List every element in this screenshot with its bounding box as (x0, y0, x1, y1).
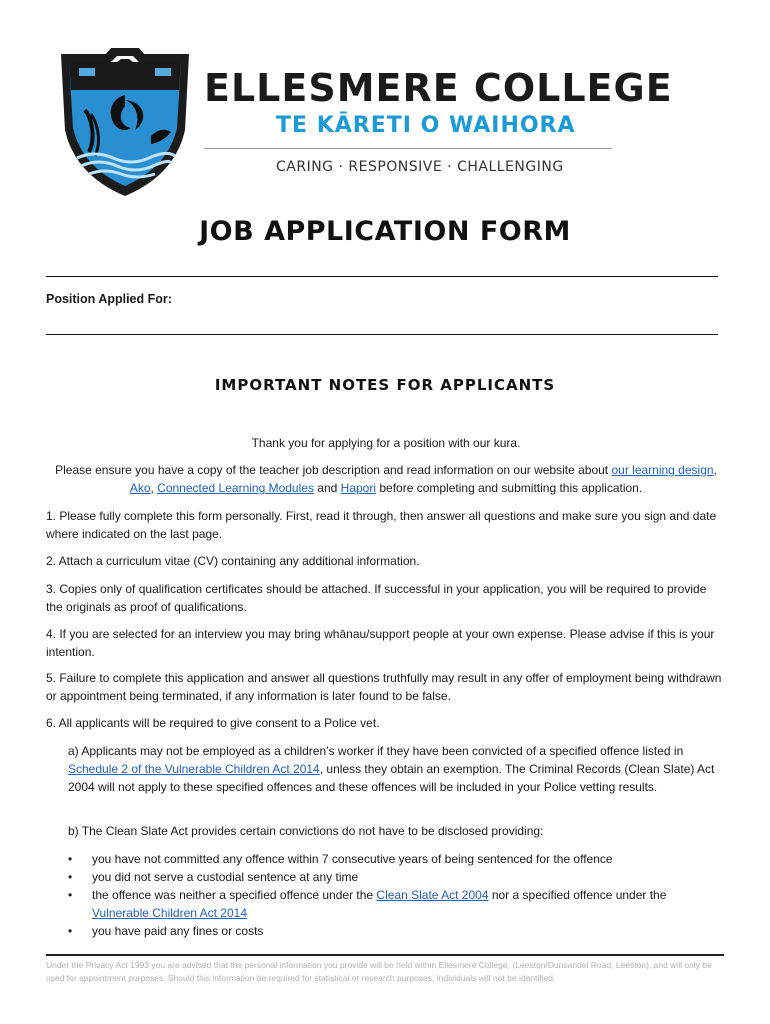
intro-text-1: Please ensure you have a copy of the teacher job description and read information on our website about (55, 463, 612, 477)
note-6a-text-1: a) Applicants may not be employed as a children’s worker if they have been convicted of a specified offence listed in (68, 744, 684, 758)
ako-link[interactable]: Ako (129, 481, 151, 495)
form-title: JOB APPLICATION FORM (199, 216, 571, 247)
header-divider (204, 148, 612, 149)
intro-sep-3: and (313, 481, 341, 495)
note-5: 5. Failure to complete this application and answer all questions truthfully may result in any offer of employment being withdrawn or appointment being terminated, if any information is later found to be false. (46, 671, 722, 703)
list-item-text: you have paid any fines or costs (92, 924, 264, 938)
list-item-text: the offence was neither a specified offence under the (92, 888, 377, 902)
intro-sep-2: , (150, 481, 158, 495)
privacy-footer: Under the Privacy Act 1993 you are advised that the personal information you provide will be held within Ellesmere College, (Leeston/Dunsandel Road, Leeston), and will only be used for appointment purposes. Should this information be required for statistical or research purposes, individuals will not be identified. (46, 960, 712, 983)
college-crest-logo (55, 40, 195, 198)
connected-learning-modules-link[interactable]: Connected Learning Modules (157, 481, 314, 495)
list-item-text: nor a specified offence under the (488, 888, 667, 902)
note-6a-text-2: , unless they obtain an exemption. The Criminal Records (Clean Slate) Act 2004 will not apply to these specified offences and these offences will be included in your Police vetting results. (68, 762, 715, 794)
clean-slate-act-link[interactable]: Clean Slate Act 2004 (376, 888, 489, 902)
bullet-icon: • (68, 888, 73, 902)
intro-paragraph (46, 461, 726, 497)
note-3: 3. Copies only of qualification certificates should be attached. If successful in your application, you will be required to provide the originals as proof of qualifications. (46, 582, 707, 614)
intro-text-2: before completing and submitting this application. (376, 481, 643, 495)
note-1: 1. Please fully complete this form personally. First, read it through, then answer all questions and make sure you sign and date where indicated on the last page. (46, 509, 717, 541)
our-learning-design-link[interactable]: our learning design (611, 463, 714, 477)
note-4: 4. If you are selected for an interview you may bring whānau/support people at your own expense. Please advise if this is your intention. (46, 627, 715, 659)
position-applied-label: Position Applied For: (46, 292, 172, 306)
vulnerable-children-act-link[interactable]: Vulnerable Children Act 2014 (92, 906, 247, 920)
position-applied-field[interactable] (46, 334, 718, 335)
list-item (66, 922, 726, 940)
vulnerable-children-schedule-link[interactable]: Schedule 2 of the Vulnerable Children Act 2014 (68, 762, 320, 776)
college-name: ELLESMERE COLLEGE (204, 66, 673, 110)
college-motto: CARING · RESPONSIVE · CHALLENGING (276, 159, 564, 175)
notes-heading: IMPORTANT NOTES FOR APPLICANTS (214, 376, 556, 394)
list-item (66, 886, 726, 922)
bullet-icon: • (68, 924, 73, 938)
note-6a (68, 742, 728, 796)
note-6b: b) The Clean Slate Act provides certain convictions do not have to be disclosed providing: (68, 824, 544, 838)
bullet-icon: • (68, 870, 73, 884)
bullet-icon: • (68, 852, 73, 866)
thanks-text: Thank you for applying for a position with our kura. (251, 436, 521, 450)
list-item-text: you have not committed any offence within 7 consecutive years of being sentenced for the offence (92, 852, 613, 866)
footer-divider (46, 954, 724, 956)
college-subtitle: TE KĀRETI O WAIHORA (276, 113, 576, 138)
hapori-link[interactable]: Hapori (340, 481, 377, 495)
list-item (66, 868, 726, 886)
list-item-text: you did not serve a custodial sentence at any time (92, 870, 359, 884)
title-underline (46, 276, 718, 277)
note-2: 2. Attach a curriculum vitae (CV) containing any additional information. (46, 554, 420, 568)
intro-sep-1: , (713, 463, 717, 477)
note-6: 6. All applicants will be required to give consent to a Police vet. (46, 716, 380, 730)
list-item (66, 850, 726, 868)
clean-slate-conditions-list (66, 850, 726, 940)
